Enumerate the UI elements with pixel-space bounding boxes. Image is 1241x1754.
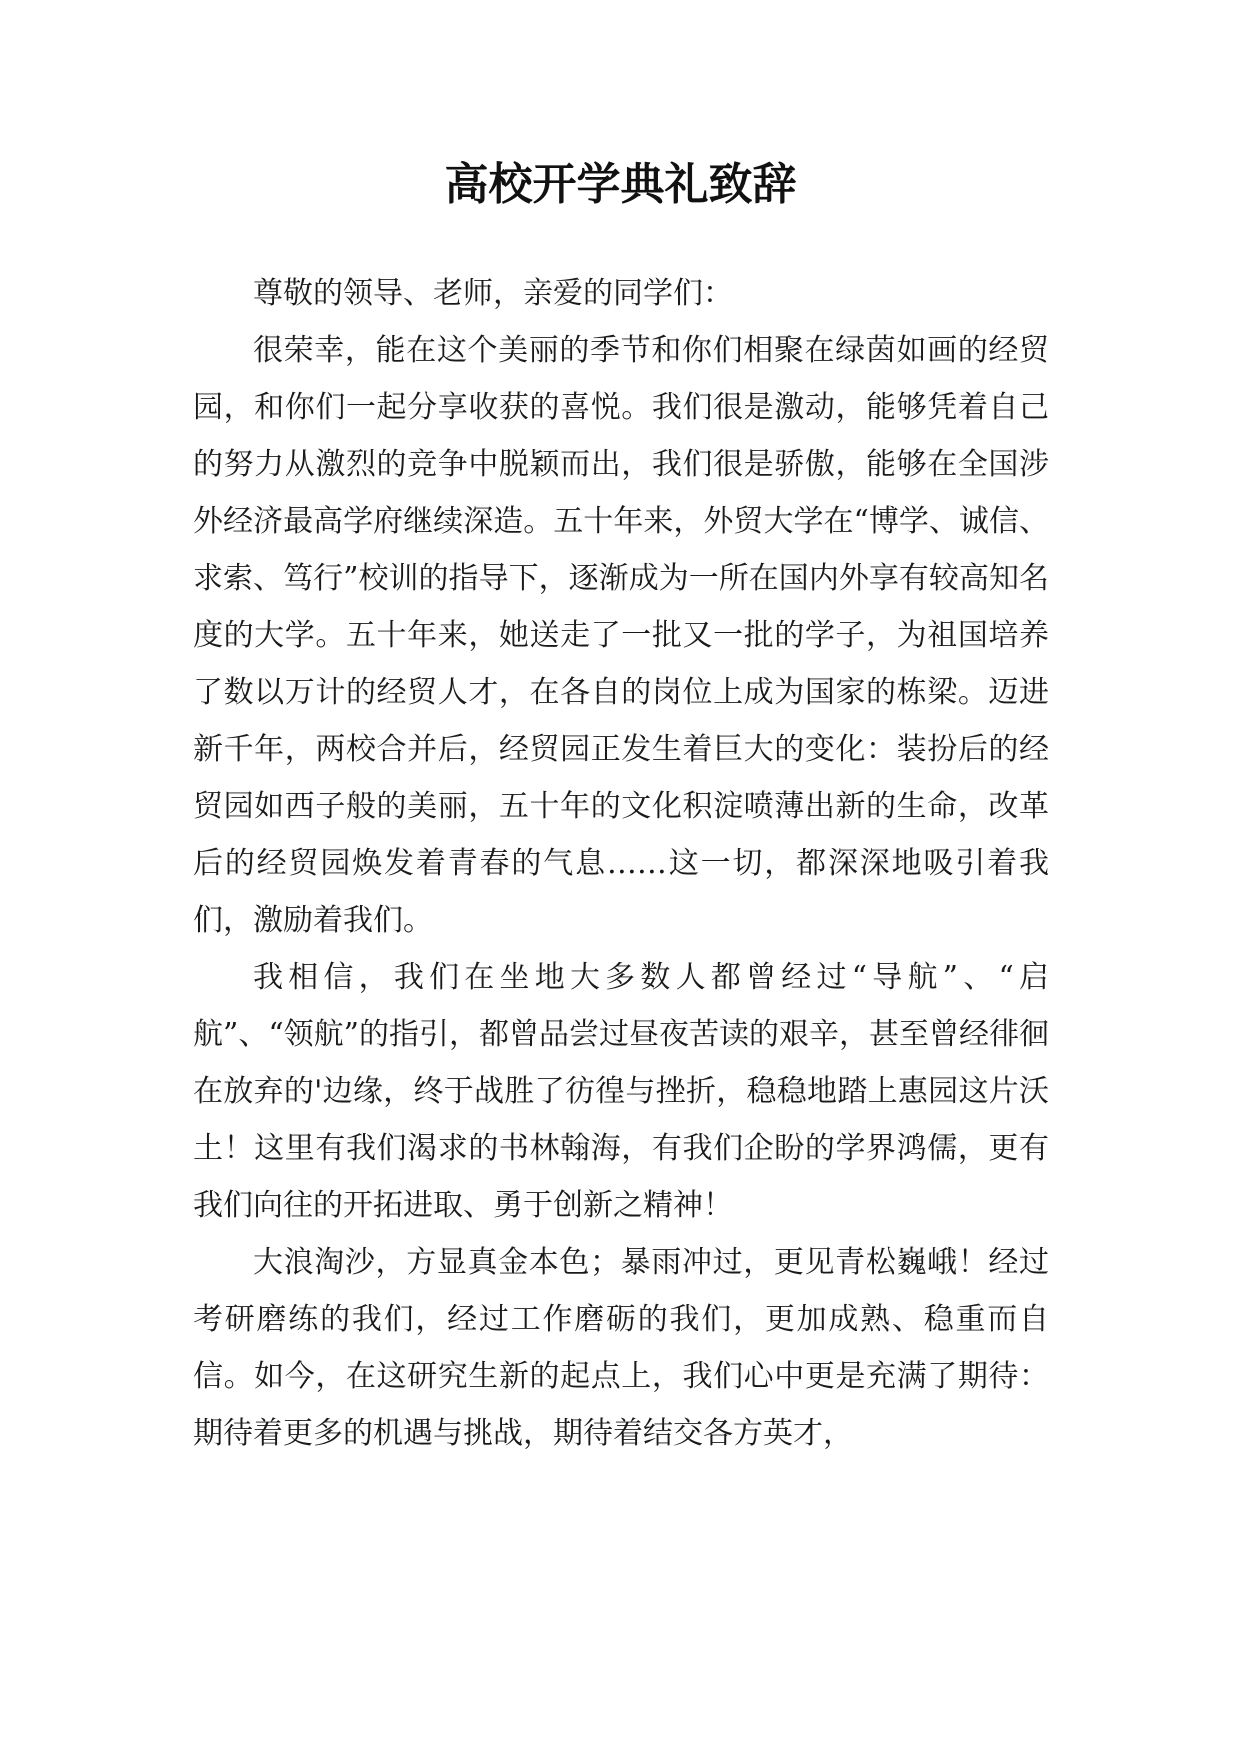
paragraph-3: 大浪淘沙，方显真金本色；暴雨冲过，更见青松巍峨！经过考研磨练的我们，经过工作磨砺的我们，更加成熟、稳重而自信。如今，在这研究生新的起点上，我们心中更是充满了期待：期待着更多的机遇与挑战，期待着结交各方英才， [193,1245,1049,1451]
paragraph-2: 我相信，我们在坐地大多数人都曾经过“导航”、“启航”、“领航”的指引，都曾品尝过昼夜苦读的艰辛，甚至曾经徘徊在放弃的'边缘，终于战胜了彷徨与挫折，稳稳地踏上惠园这片沃土！这里有我们渴求的书林翰海，有我们企盼的学界鸿儒，更有我们向往的开拓进取、勇于创新之精神！ [193,960,1050,1223]
document-title: 高校开学典礼致辞 [444,159,797,210]
document-body [193,265,1049,1462]
paragraph-1: 很荣幸，能在这个美丽的季节和你们相聚在绿茵如画的经贸园，和你们一起分享收获的喜悦。我们很是激动，能够凭着自己的努力从激烈的竞争中脱颖而出，我们很是骄傲，能够在全国涉外经济最高学府继续深造。五十年来，外贸大学在“博学、诚信、求索、笃行”校训的指导下，逐渐成为一所在国内外享有较高知名度的大学。五十年来，她送走了一批又一批的学子，为祖国培养了数以万计的经贸人才，在各自的岗位上成为国家的栋梁。迈进新千年，两校合并后，经贸园正发生着巨大的变化：装扮后的经贸园如西子般的美丽，五十年的文化积淀喷薄出新的生命，改革后的经贸园焕发着青春的气息……这一切，都深深地吸引着我们，激励着我们。 [193,333,1049,938]
paragraph-salutation: 尊敬的领导、老师，亲爱的同学们： [253,276,733,311]
